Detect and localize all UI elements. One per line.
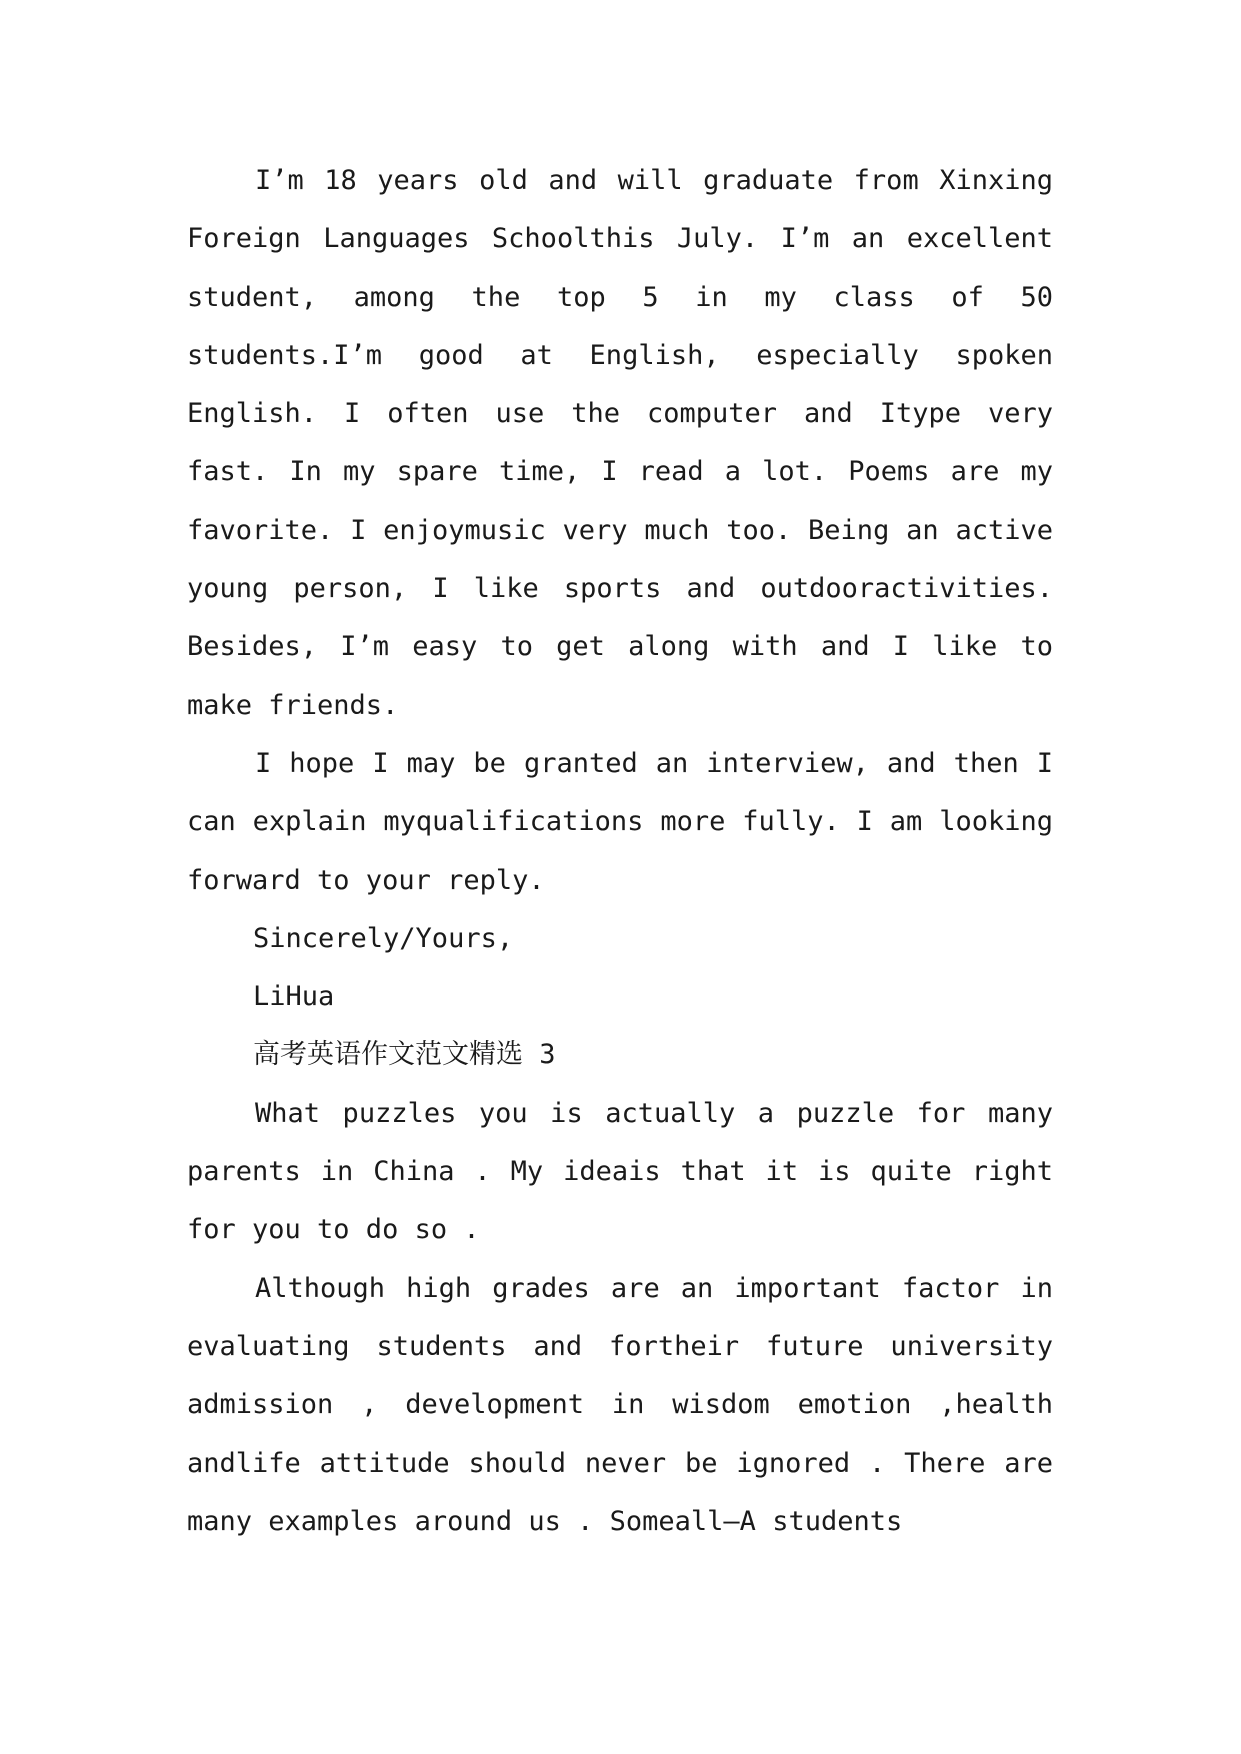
paragraph-self-introduction: I’m 18 years old and will graduate from Xinxing Foreign Languages Schoolthis July. I’m an excellent student, among the top 5 in my class of 50 students.I’m good at English, especially spoken English. I often use the computer and Itype very fast. In my spare time, I read a lot. Poems are my favorite. I enjoymusic very much too. Being an active young person, I like sports and outdooractivities. Besides, I’m easy to get along with and I like to make friends. — [187, 165, 1053, 721]
document-body — [187, 152, 1053, 1551]
closing-line: Sincerely/Yours, — [253, 922, 514, 954]
paragraph-grades: Although high grades are an important factor in evaluating students and fortheir future university admission , development in wisdom emotion ,health andlife attitude should never be ignored . There are many examples around us . Someall—A students — [187, 1272, 1053, 1537]
section-heading: 高考英语作文范文精选 3 — [253, 1039, 556, 1071]
paragraph-interview-request: I hope I may be granted an interview, and then I can explain myqualifications more fully. I am looking forward to your reply. — [187, 747, 1053, 896]
signature-line: LiHua — [253, 981, 335, 1013]
paragraph-puzzle: What puzzles you is actually a puzzle for many parents in China . My ideais that it is quite right for you to do so . — [187, 1097, 1053, 1246]
